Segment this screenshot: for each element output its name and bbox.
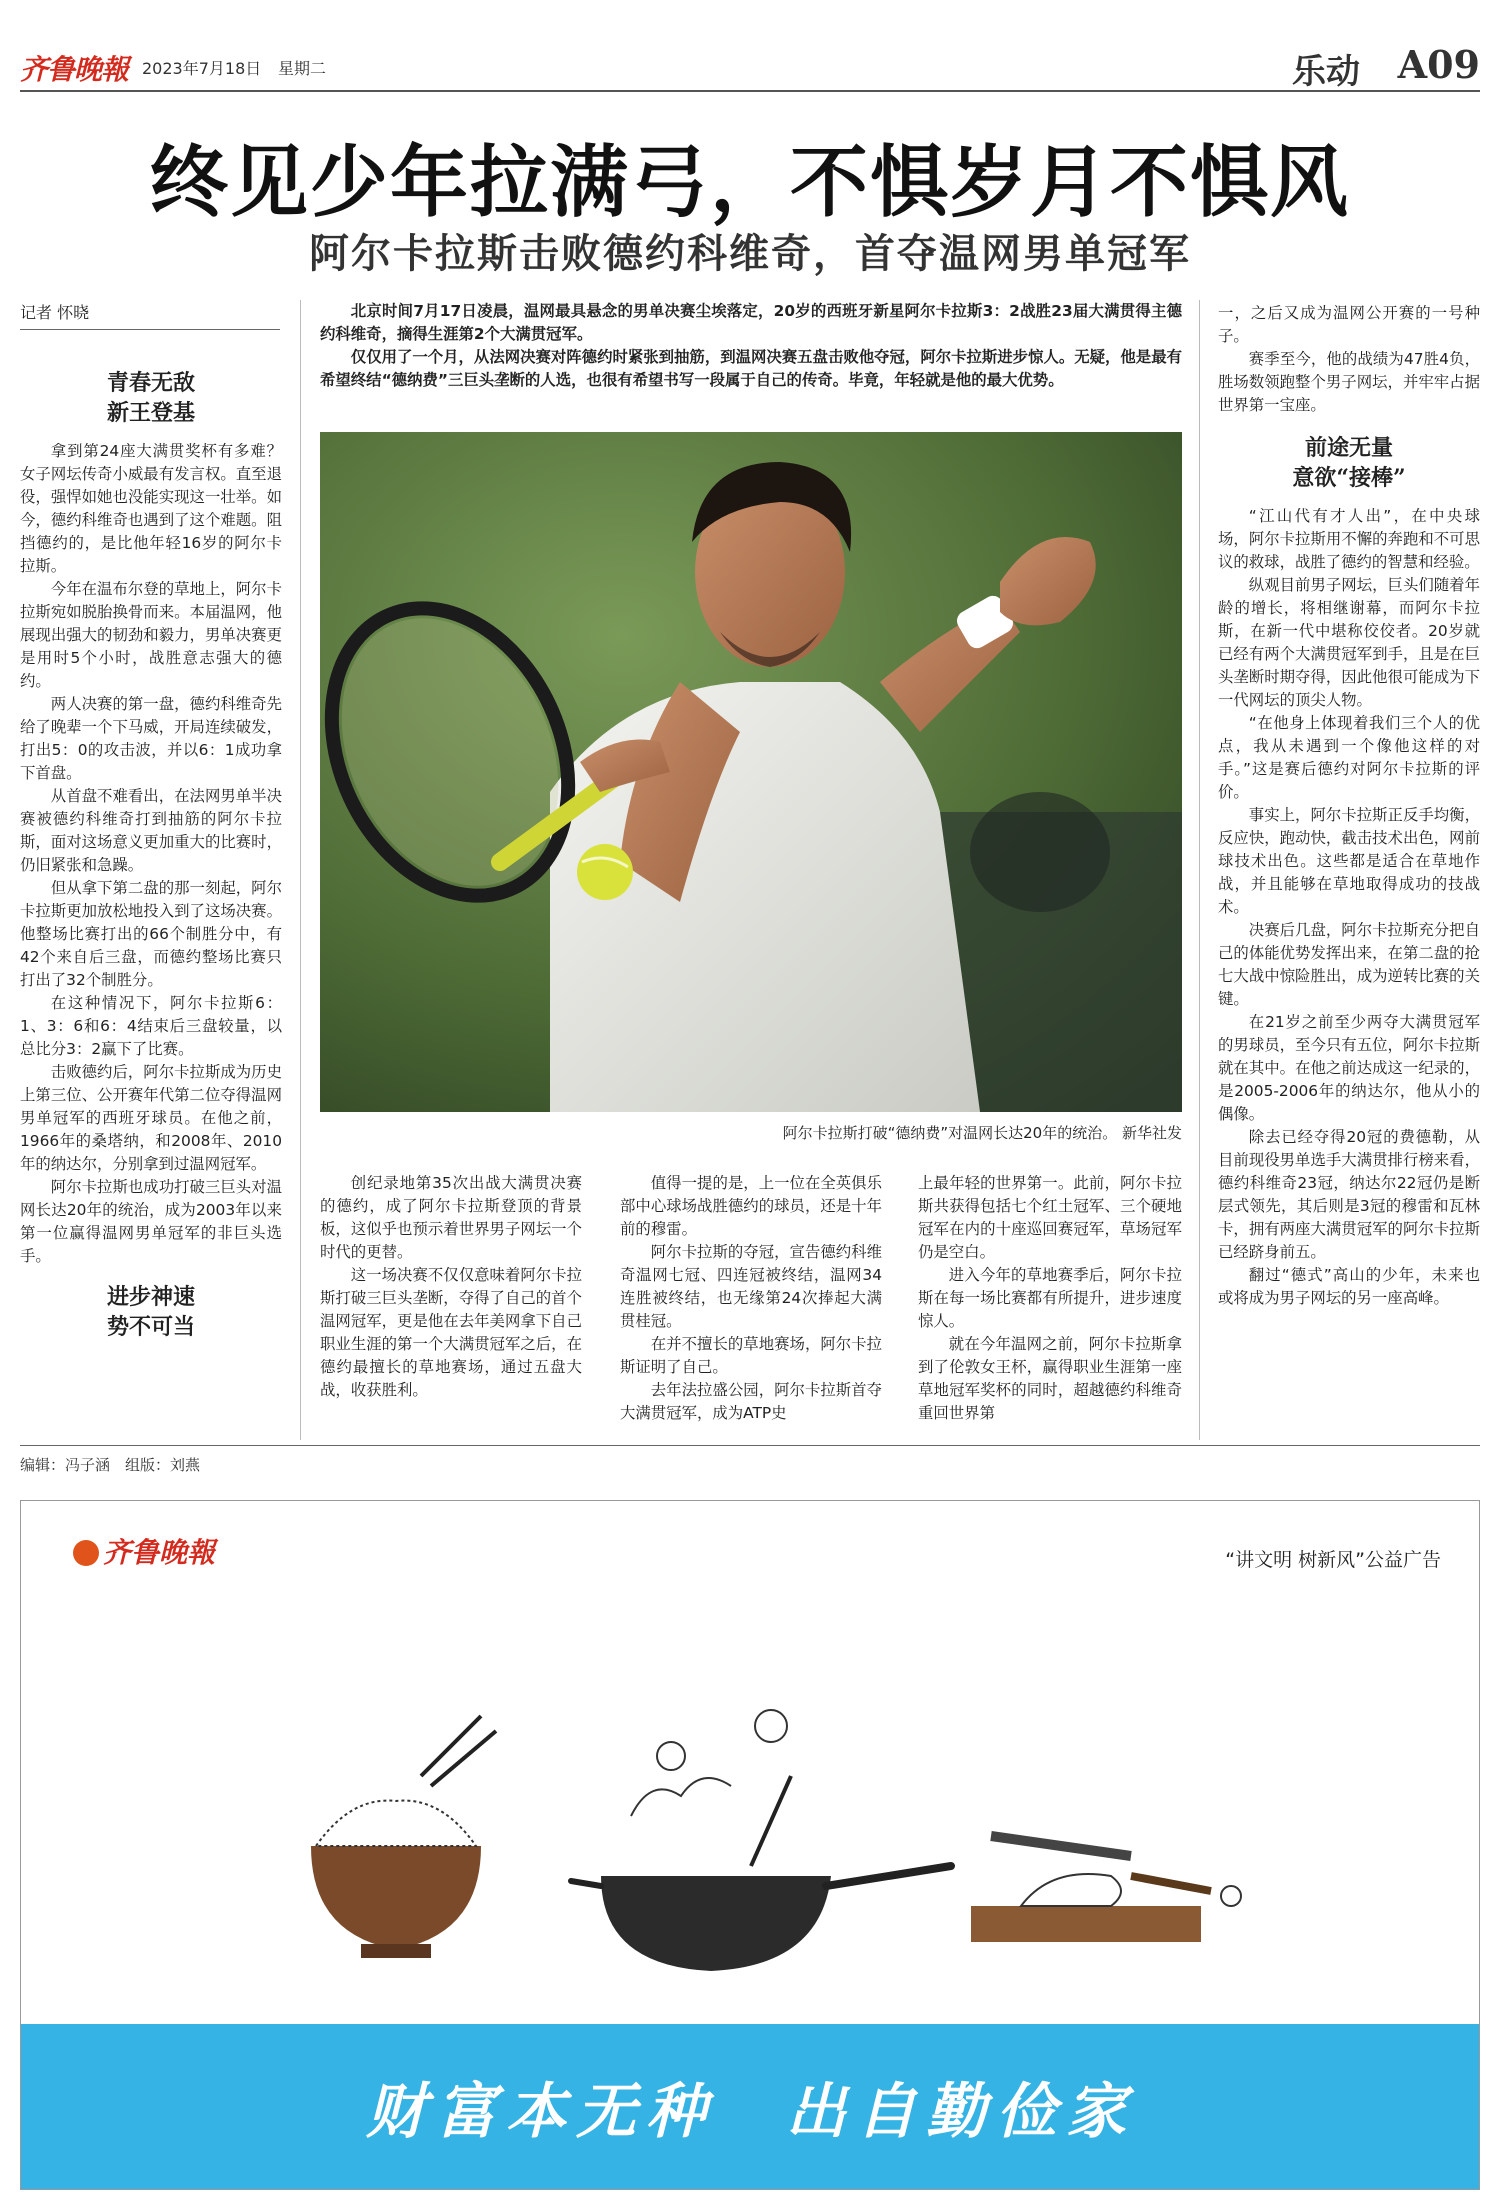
paragraph: 两人决赛的第一盘，德约科维奇先给了晚辈一个下马威，开局连续破发，打出5：0的攻击波，并以6：1成功拿下首盘。 (20, 695, 282, 782)
page-number: A09 (1397, 42, 1480, 87)
article-photo (320, 432, 1182, 1112)
paragraph: “江山代有才人出”，在中央球场，阿尔卡拉斯用不懈的奔跑和不可思议的救球，战胜了德约的智慧和经验。 (1218, 507, 1480, 571)
right-column (1218, 302, 1480, 1310)
rice-bowl-icon (311, 1716, 496, 1958)
byline: 记者 怀晓 (20, 300, 280, 330)
paragraph: 纵观目前男子网坛，巨头们随着年龄的增长，将相继谢幕，而阿尔卡拉斯，在新一代中堪称佼佼者。20岁就已经有两个大满贯冠军到手，且是在巨头垄断时期夺得，因此他很可能成为下一代网坛的顶尖人物。 (1218, 576, 1480, 709)
lede (320, 300, 1182, 392)
lede-paragraph: 北京时间7月17日凌晨，温网最具悬念的男单决赛尘埃落定，20岁的西班牙新星阿尔卡拉斯3：2战胜23届大满贯得主德约科维奇，摘得生涯第2个大满贯冠军。 (320, 302, 1182, 343)
issue-weekday: 星期二 (278, 59, 327, 78)
cutting-board-icon (971, 1836, 1241, 1942)
section-subtitle: 进步神速 势不可当 (106, 1284, 195, 1340)
text-column (620, 1172, 882, 1425)
issue-date: 2023年7月18日 (142, 59, 262, 78)
public-service-ad (20, 1500, 1480, 2190)
paragraph: 赛季至今，他的战绩为47胜4负，胜场数领跑整个男子网坛，并牢牢占据世界第一宝座。 (1218, 350, 1480, 414)
paragraph: “在他身上体现着我们三个人的优点，我从未遇到一个像他这样的对手。”这是赛后德约对阿尔卡拉斯的评价。 (1218, 714, 1480, 801)
column-divider (300, 300, 301, 1440)
text-column (320, 1172, 582, 1402)
paragraph: 翻过“德式”高山的少年，未来也或将成为男子网坛的另一座高峰。 (1218, 1266, 1480, 1307)
paragraph: 但从拿下第二盘的那一刻起，阿尔卡拉斯更加放松地投入到了这场决赛。他整场比赛打出的66个制胜分中，有42个来自后三盘，而德约整场比赛只打出了32个制胜分。 (20, 879, 282, 989)
ad-tag: “讲文明 树新风”公益广告 (1225, 1549, 1441, 1571)
headline: 终见少年拉满弓，不惧岁月不惧风 (149, 137, 1350, 228)
paragraph: 今年在温布尔登的草地上，阿尔卡拉斯宛如脱胎换骨而来。本届温网，他展现出强大的韧劲和毅力，男单决赛更是用时5个小时，战胜意志强大的德约。 (20, 580, 282, 690)
paragraph: 一，之后又成为温网公开赛的一号种子。 (1218, 304, 1480, 345)
paragraph: 事实上，阿尔卡拉斯正反手均衡，反应快，跑动快，截击技术出色，网前球技术出色。这些都是适合在草地作战，并且能够在草地取得成功的技战术。 (1218, 806, 1480, 916)
section-name: 乐动 (1292, 52, 1360, 92)
paragraph: 去年法拉盛公园，阿尔卡拉斯首夺大满贯冠军，成为ATP史 (620, 1381, 882, 1422)
logo-mark-icon (73, 1540, 99, 1566)
lede-paragraph: 仅仅用了一个月，从法网决赛对阵德约时紧张到抽筋，到温网决赛五盘击败他夺冠，阿尔卡拉斯进步惊人。无疑，他是最有希望终结“德纳费”三巨头垄断的人选，也很有希望书写一段属于自己的传奇。毕竟，年轻就是他的最大优势。 (320, 348, 1182, 389)
paragraph: 在并不擅长的草地赛场，阿尔卡拉斯证明了自己。 (620, 1335, 882, 1376)
ad-slogan-band (21, 2024, 1480, 2189)
left-column (20, 368, 282, 1354)
section-subtitle: 前途无量 意欲“接棒” (1292, 435, 1406, 491)
ad-slogan: 财富本无种 出自勤俭家 (366, 2077, 1136, 2147)
paragraph: 除去已经夺得20冠的费德勒，从目前现役男单选手大满贯排行榜来看，德约科维奇23冠，纳达尔22冠仍是断层式领先，其后则是3冠的穆雷和瓦林卡，拥有两座大满贯冠军的阿尔卡拉斯已经跻身前五。 (1218, 1128, 1480, 1261)
column-divider (1199, 300, 1200, 1440)
paragraph: 从首盘不难看出，在法网男单半决赛被德约科维奇打到抽筋的阿尔卡拉斯，面对这场意义更加重大的比赛时，仍旧紧张和急躁。 (20, 787, 282, 874)
tennis-player-photo (320, 432, 1182, 1112)
paragraph: 阿尔卡拉斯的夺冠，宣告德约科维奇温网七冠、四连冠被终结，温网34连胜被终结，也无缘第24次捧起大满贯桂冠。 (620, 1243, 882, 1330)
paragraph: 创纪录地第35次出战大满贯决赛的德约，成了阿尔卡拉斯登顶的背景板，这似乎也预示着世界男子网坛一个时代的更替。 (320, 1174, 582, 1261)
paragraph: 阿尔卡拉斯也成功打破三巨头对温网长达20年的统治，成为2003年以来第一位赢得温网男单冠军的非巨头选手。 (20, 1178, 282, 1265)
section-subtitle: 青春无敌 新王登基 (106, 370, 195, 426)
paragraph: 在21岁之前至少两夺大满贯冠军的男球员，至今只有五位，阿尔卡拉斯就在其中。在他之前达成这一纪录的，是2005-2006年的纳达尔，他从小的偶像。 (1218, 1013, 1480, 1123)
paragraph: 就在今年温网之前，阿尔卡拉斯拿到了伦敦女王杯，赢得职业生涯第一座草地冠军奖杯的同时，超越德约科维奇重回世界第 (918, 1335, 1182, 1422)
paragraph: 进入今年的草地赛季后，阿尔卡拉斯在每一场比赛都有所提升，进步速度惊人。 (918, 1266, 1182, 1330)
masthead (20, 40, 1480, 92)
paragraph: 击败德约后，阿尔卡拉斯成为历史上第三位、公开赛年代第二位夺得温网男单冠军的西班牙球员。在他之前，1966年的桑塔纳，和2008年、2010年的纳达尔，分别拿到过温网冠军。 (20, 1063, 282, 1173)
newspaper-logo: 齐鲁晚報 (20, 53, 129, 86)
paragraph: 在这种情况下，阿尔卡拉斯6：1、3：6和6：4结束后三盘较量，以总比分3：2赢下了比赛。 (20, 994, 282, 1058)
paragraph: 值得一提的是，上一位在全英俱乐部中心球场战胜德约的球员，还是十年前的穆雷。 (620, 1174, 882, 1238)
paragraph: 拿到第24座大满贯奖杯有多难？女子网坛传奇小威最有发言权。直至退役，强悍如她也没能实现这一壮举。如今，德约科维奇也遇到了这个难题。阻挡德约的，是比他年轻16岁的阿尔卡拉斯。 (20, 442, 282, 575)
photo-caption: 阿尔卡拉斯打破“德纳费”对温网长达20年的统治。 新华社发 (782, 1124, 1182, 1142)
paragraph: 这一场决赛不仅仅意味着阿尔卡拉斯打破三巨头垄断，夺得了自己的首个温网冠军，更是他在去年美网拿下自己职业生涯的第一个大满贯冠军之后，在德约最擅长的草地赛场，通过五盘大战，收获胜利。 (320, 1266, 582, 1399)
ad-illustration (271, 1686, 1271, 2026)
subheadline: 阿尔卡拉斯击败德约科维奇，首夺温网男单冠军 (309, 231, 1191, 277)
editor-credits: 编辑：冯子涵 组版：刘燕 (20, 1445, 1480, 1475)
ad-logo: 齐鲁晚報 (73, 1531, 215, 1571)
paragraph: 决赛后几盘，阿尔卡拉斯充分把自己的体能优势发挥出来，在第二盘的抢七大战中惊险胜出，成为逆转比赛的关键。 (1218, 921, 1480, 1008)
text-column (918, 1172, 1182, 1425)
paragraph: 上最年轻的世界第一。此前，阿尔卡拉斯共获得包括七个红土冠军、三个硬地冠军在内的十座巡回赛冠军，草场冠军仍是空白。 (918, 1174, 1182, 1261)
wok-icon (571, 1710, 951, 1971)
